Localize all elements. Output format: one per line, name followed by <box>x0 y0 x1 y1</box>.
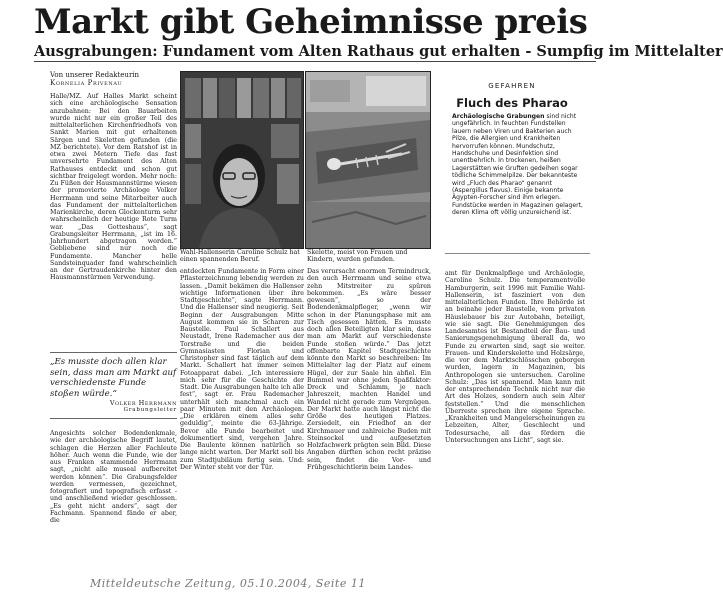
sidebar-rule <box>445 253 590 254</box>
byline-intro: Von unserer Redakteurin <box>50 71 140 79</box>
column-1-bottom <box>50 430 177 562</box>
column-1-bottom-text: Angesichts solcher Bodendenkmale, wie der archäologische Begriff lautet, schlagen die Herzen aller Fachleute höher. Auch wenn die Funde, wie der aus Franken stammende Herrmann sagt, „nicht alle museal aufbereitet werden können“. Die Grabungsfelder werden vermessen, gezeichnet, fotografiert und topografisch erfasst - und anschließend wieder geschlossen. „Es geht nicht anders“, sagt der Fachmann. Spannend fände er aber, die <box>50 430 177 524</box>
quote-rule-top <box>50 352 177 353</box>
sidebar-lead: Archäologische Grabungen <box>452 113 545 120</box>
sidebar-text: sind nicht ungefährlich. In feuchten Fundstellen lauern neben Viren und Bakterien auch Pilze, die Allergien und Krankheiten hervorrufen können. Mundschutz, Handschuhe und Desinfektion sind unentbehrlich. In trockenen, heißen Lagerstätten wie Gruften gedeihen sogar tödliche Schimmelpilze. Der bekannteste wird „Fluch des Pharao“ genannt (Aspergillus flavus). Einige bekannte Ägypten-Forscher sind ihm erlegen. Fundstücke werden in Magazinen gelagert, deren Klima oft völlig unzureichend ist. <box>452 113 583 217</box>
column-3-text: Das verursacht enormen Termindruck, den auch Herrmann und seine etwa zehn Mitstreiter zu spüren bekommen. „Es wäre besser gewesen“, so der Bodendenkmalpfleger, „wenn wir schon in der Planungsphase mit am Tisch gesessen hätten. Es musste doch allen Beteiligten klar sein, dass man am Markt auf verschiedenste Funde stoßen würde.“ Das jetzt offenbarte Kapitel Stadtgeschichte könnte den Markt so beschreiben: Im Mittelalter lag der Platz auf einem Hügel, der zur Saale hin abfiel. Ein Bummel war ohne jeden Spaßfaktor: Dreck und Schlamm, je nach Jahreszeit, machten Handel und Wandel nicht gerade zum Vergnügen. Der Markt hatte auch längst nicht die Größe des heutigen Platzes. Zersiedelt, ein Friedhof an der Kirchmauer und zahlreiche Buden mit Steinsockel und aufgesetzten Holzfachwerk prägten sein Bild. Diese Angaben dürften schon recht präzise sein, findet die Vor- und Frühgeschichtlerin beim Landes- <box>307 268 431 471</box>
photo-skeletons-caption: Skelette, meist von Frauen und Kindern, wurden gefunden. <box>307 249 408 264</box>
quote-rule-bottom <box>50 418 177 419</box>
article-subheadline: Ausgrabungen: Fundament vom Alten Rathaus gut erhalten - Sumpfig im Mittelalter <box>34 43 723 60</box>
pull-quote: „Es musste doch allen klar sein, dass man am Markt auf verschiedenste Funde stoßen würde.“ <box>50 357 177 399</box>
quote-role: Grabungsleiter <box>123 407 177 413</box>
photo-skeletons <box>305 71 431 249</box>
photo-archaeologist <box>180 71 304 249</box>
byline <box>50 71 139 87</box>
sidebar-label: GEFAHREN <box>488 82 536 90</box>
column-4 <box>445 270 585 570</box>
photo-archaeologist-caption: Wahl-Hallenserin Caroline Schulz hat einen spannenden Beruf. <box>180 249 300 264</box>
column-3 <box>307 268 431 570</box>
sidebar-body <box>452 113 584 217</box>
photo-archaeologist-image <box>181 72 303 248</box>
column-2 <box>180 268 304 570</box>
quote-author: Volker Herrmann <box>109 399 177 407</box>
byline-author: Kornelia Privenau <box>50 79 123 87</box>
sidebar-title: Fluch des Pharao <box>456 96 568 110</box>
column-1-top <box>50 93 177 338</box>
handwritten-source-note: Mitteldeutsche Zeitung, 05.10.2004, Seite 11 <box>90 577 366 590</box>
column-1-top-text: Halle/MZ. Auf Halles Markt scheint sich eine archäologische Sensation anzubahnen: Bei den Bauarbeiten wurde nicht nur ein großer Teil des mittelalterlichen Kirchenfriedhofs von Sankt Marien mit gut erhaltenen Särgen und Skeletten gefunden (die MZ berichtete). Vor dem Ratshof ist in etwa zwei Metern Tiefe das fast unversehrte Fundament des Alten Rathauses entdeckt und schon gut sichtbar freigelegt worden. Mehr noch: Zu Füßen der Hausmannstürme wiesen der promovierte Archäologe Volker Herrmann und seine Mitarbeiter auch das Fundament der mittelalterlichen Marienkirche, deren Glockenturm sehr wahrscheinlich der heutige Rote Turm war. „Das Gotteshaus“, sagt Grabungsleiter Herrmann, „ist im 16. Jahrhundert abgetragen worden.“ Gebliebene sind nur noch die Fundamente. Mancher helle Sandsteinquader fand wahrscheinlich an der Gertraudenkirche hinter den Hausmannstürmen Verwendung. <box>50 93 177 282</box>
header-rule <box>34 61 596 62</box>
article-headline: Markt gibt Geheimnisse preis <box>34 2 588 42</box>
column-2-text: entdeckten Fundamente in Form einer Pflasterzeichnung lebendig werden zu lassen. „Damit bekämen die Hallenser wichtige Informationen über ihre Stadtgeschichte“, sagte Herrmann. Und die Hallenser sind neugierig. Seit Beginn der Ausgrabungen Mitte August kommen sie in Scharen zur Baustelle. Paul Schallert aus Neustadt, Irene Rademacher aus der Torstraße und die beiden Gymnasiasten Florian und Christopher sind fast täglich auf dem Markt. Schallert hat immer seinen Fotoapparat dabei. „Ich interessiere mich sehr für die Geschichte der Stadt. Die Ausgrabungen halte ich alle fest“, sagt er. Frau Rademacher unterhält sich manchmal auch ein paar Minuten mit den Archäologen. „Die erklären einem alles sehr geduldig“, meinte die 63-Jährige. Bevor alle Funde bearbeitet und dokumentiert sind, vergehen Jahre. Die Baulente können natürlich so lange nicht warten. Der Markt soll bis zum Stadtjubiläum fertig sein. Und: Der Winter steht vor der Tür. <box>180 268 304 471</box>
photo-skeletons-image <box>306 72 430 248</box>
column-4-text: amt für Denkmalpflege und Archäologie, Caroline Schulz. Die temperamentvolle Hamburgerin, seit 1996 mit Familie Wahl-Hallenserin, ist fasziniert von den mittelalterlichen Funden. Ihre Behörde ist an beinahe jeder Baustelle, vom privaten Häuslebauer bis zur Autobahn, beteiligt, wie sie sagt. Die Genehmigungen des Landesamtes ist Bestandteil der Bau- und Sanierungsgenehmigung überall da, wo Funde zu erwarten sind, sagt sie weiter. Frauen- und Kinderskelette und Holzsärge, die vor dem Marktschlösschen geborgen wurden, lagern in Magazinen, bis Anthropologen sie untersuchen. Caroline Schulz: „Das ist spannend. Man kann mit der entsprechenden Technik nicht nur die Art des Holzes, sondern auch sein Alter feststellen.“ Und die menschlichen Überreste sprechen ihre eigene Sprache. „Krankheiten und Mangelerscheinungen zu Lebzeiten, Alter, Geschlecht und Todesursache, all das fördern die Untersuchungen ans Licht“, sagt sie. <box>445 270 585 444</box>
